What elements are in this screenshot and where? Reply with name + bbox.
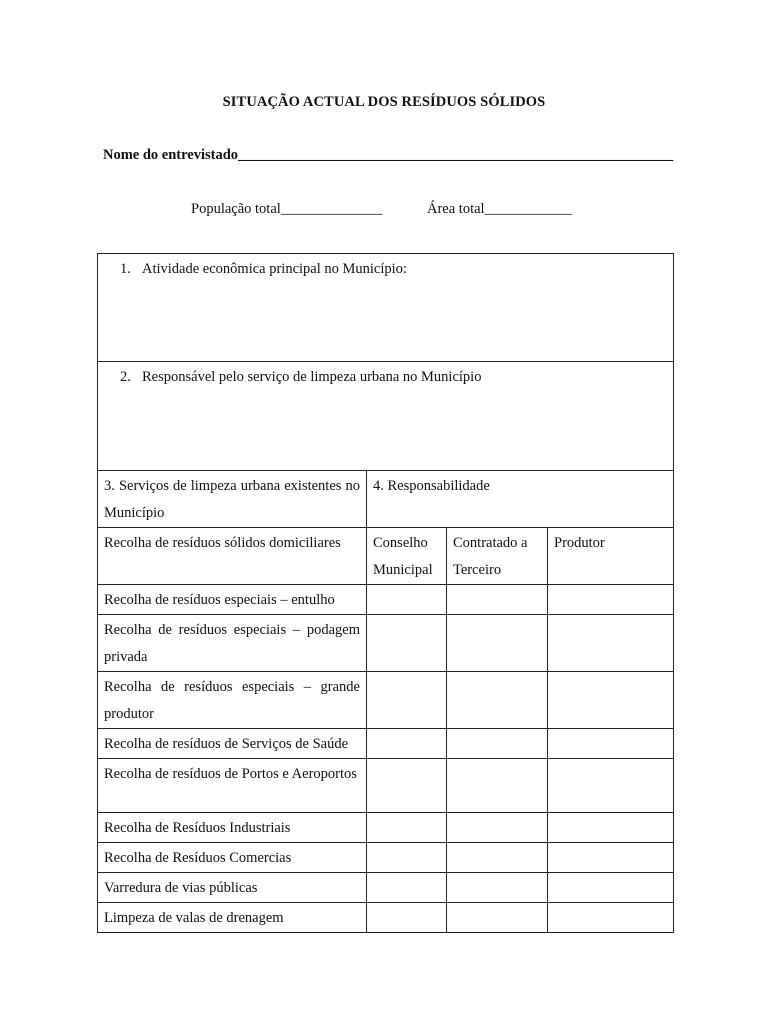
produtor-cell[interactable]	[548, 813, 674, 843]
contratado-cell[interactable]	[447, 873, 548, 903]
area-field[interactable]: ____________	[484, 201, 572, 217]
table-row	[98, 903, 674, 933]
section-1-row	[98, 254, 674, 362]
contratado-cell[interactable]	[447, 615, 548, 672]
interviewee-name-field[interactable]: ____________________________________________________________	[238, 147, 674, 163]
table-row	[98, 759, 674, 813]
section-2-row	[98, 362, 674, 471]
contratado-cell[interactable]	[447, 585, 548, 615]
service-label: Recolha de resíduos especiais – podagem privada	[98, 615, 367, 672]
population-field[interactable]: ______________	[280, 201, 383, 217]
service-label: Recolha de resíduos especiais – entulho	[98, 585, 367, 615]
contratado-cell[interactable]	[447, 759, 548, 813]
conselho-cell[interactable]	[367, 903, 447, 933]
section-2-label: Responsável pelo serviço de limpeza urbana no Município	[142, 369, 482, 385]
service-label: Recolha de Resíduos Industriais	[98, 813, 367, 843]
produtor-cell[interactable]	[548, 615, 674, 672]
population-label: População total	[191, 201, 281, 217]
section-3-header: 3. Serviços de limpeza urbana existentes no Município	[98, 471, 367, 528]
service-label: Recolha de resíduos de Serviços de Saúde	[98, 729, 367, 759]
produtor-cell[interactable]	[548, 585, 674, 615]
table-row	[98, 729, 674, 759]
table-row	[98, 615, 674, 672]
contratado-cell[interactable]	[447, 903, 548, 933]
service-label: Recolha de resíduos sólidos domiciliares	[98, 528, 367, 585]
conselho-cell[interactable]	[367, 585, 447, 615]
section-header-row	[98, 471, 674, 528]
service-label: Recolha de resíduos de Portos e Aeroportos	[98, 759, 367, 813]
contratado-cell[interactable]	[447, 672, 548, 729]
section-1-cell[interactable]	[98, 254, 674, 362]
conselho-cell[interactable]	[367, 759, 447, 813]
column-header-produtor: Produtor	[548, 528, 674, 585]
produtor-cell[interactable]	[548, 759, 674, 813]
section-1-label: Atividade econômica principal no Município:	[142, 261, 407, 277]
table-row	[98, 843, 674, 873]
service-label: Recolha de Resíduos Comercias	[98, 843, 367, 873]
table-row	[98, 873, 674, 903]
conselho-cell[interactable]	[367, 813, 447, 843]
section-1-number: 1.	[120, 261, 131, 277]
population-line	[191, 201, 382, 218]
page-title: SITUAÇÃO ACTUAL DOS RESÍDUOS SÓLIDOS	[222, 94, 546, 110]
survey-table	[97, 253, 674, 933]
table-row	[98, 813, 674, 843]
conselho-cell[interactable]	[367, 843, 447, 873]
section-2-number: 2.	[120, 369, 131, 385]
area-line	[427, 201, 572, 218]
table-row	[98, 528, 674, 585]
produtor-cell[interactable]	[548, 873, 674, 903]
conselho-cell[interactable]	[367, 615, 447, 672]
table-row	[98, 585, 674, 615]
column-header-contratado: Contratado a Terceiro	[447, 528, 548, 585]
produtor-cell[interactable]	[548, 729, 674, 759]
interviewee-name-label: Nome do entrevistado	[103, 147, 239, 163]
interviewee-name-line	[103, 147, 673, 164]
section-4-header: 4. Responsabilidade	[367, 471, 674, 528]
contratado-cell[interactable]	[447, 813, 548, 843]
table-row	[98, 672, 674, 729]
section-2-cell[interactable]	[98, 362, 674, 471]
conselho-cell[interactable]	[367, 729, 447, 759]
produtor-cell[interactable]	[548, 903, 674, 933]
produtor-cell[interactable]	[548, 672, 674, 729]
service-label: Varredura de vias públicas	[98, 873, 367, 903]
column-header-conselho: Conselho Municipal	[367, 528, 447, 585]
conselho-cell[interactable]	[367, 672, 447, 729]
service-label: Recolha de resíduos especiais – grande produtor	[98, 672, 367, 729]
produtor-cell[interactable]	[548, 843, 674, 873]
area-label: Área total	[427, 201, 485, 217]
contratado-cell[interactable]	[447, 729, 548, 759]
contratado-cell[interactable]	[447, 843, 548, 873]
service-label: Limpeza de valas de drenagem	[98, 903, 367, 933]
conselho-cell[interactable]	[367, 873, 447, 903]
